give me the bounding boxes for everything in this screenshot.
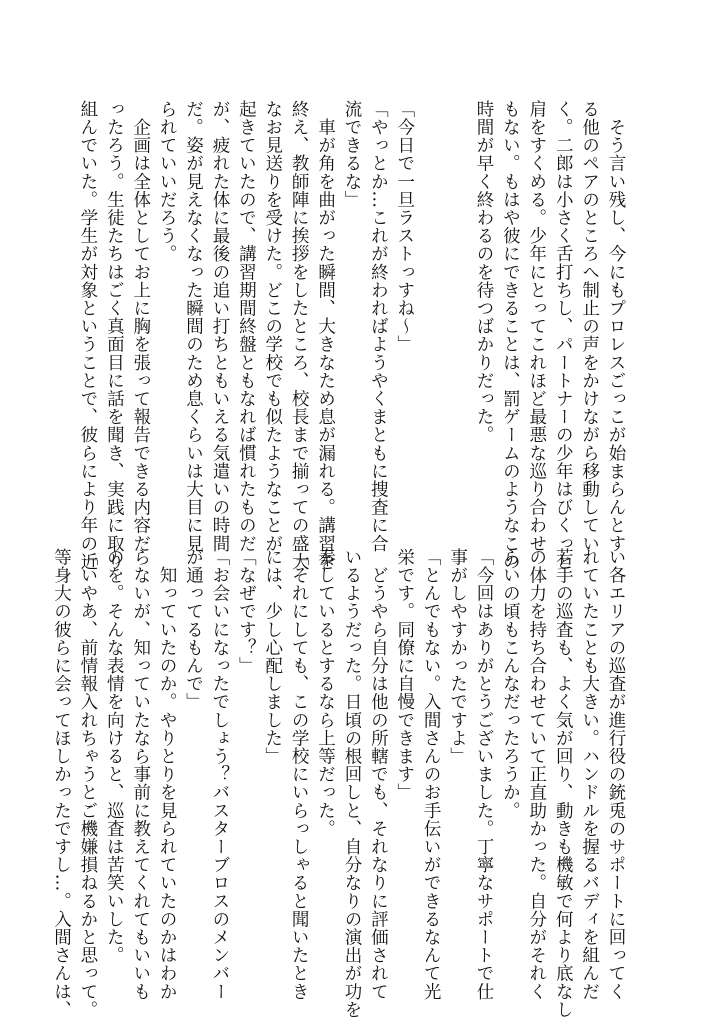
text-column: る他のペアのところへ制止の声をかけながら移動してい: [579, 100, 600, 553]
text-column: 起きていたので、講習期間終盤ともなれば慣れたものだ: [236, 100, 257, 553]
text-column: 栄です。同僚に自慢できます」: [394, 548, 415, 802]
text-column: には、少し心配しました」: [262, 548, 283, 766]
text-column: 時間が早く終わるのを待つばかりだった。: [473, 100, 494, 444]
text-column: 若手の巡査も、よく気が回り、動きも機敏で何より底なし: [553, 548, 574, 1019]
text-column: 「今日で一旦ラストっすね〜」: [394, 100, 415, 354]
text-column: 「とんでもない。入間さんのお手伝いができるなんて光: [421, 548, 442, 1001]
text-column: 車が角を曲がった瞬間、大きなため息が漏れる。講習を: [315, 100, 336, 571]
text-column: 奏しているとするなら上等だった。: [315, 548, 336, 838]
text-column: のを。そんな表情を向けると、巡査は苦笑いした。: [104, 548, 125, 965]
text-column: [444, 100, 470, 520]
text-column: れていたことも大きい。ハンドルを握るバディを組んだ: [579, 548, 600, 1001]
text-column: 「いやあ、前情報入れちゃうとご機嫌損ねるかと思って。: [77, 548, 98, 1019]
text-column: らいの頃もこんなだったろうか。: [500, 548, 521, 820]
text-column: く。二郎は小さく舌打ちし、パートナーの少年はびくっと: [553, 100, 574, 571]
text-column: 事がしやすかったですよ」: [447, 548, 468, 766]
text-column: 「なぜです？」: [236, 548, 257, 675]
text-column: 終え、教師陣に挨拶をしたところ、校長まで揃っての盛大: [289, 100, 310, 571]
upper-text-block: [77, 100, 629, 571]
text-column: 流できるな」: [341, 100, 362, 209]
text-column: なお見送りを受けた。どこの学校でも似たようなことが: [262, 100, 283, 553]
text-column: の体力を持ち合わせていて正直助かった。自分がそれく: [526, 548, 547, 1001]
text-column: られていいだろう。: [157, 100, 178, 263]
text-column: だ。姿が見えなくなった瞬間のため息くらいは大目に見: [183, 100, 204, 553]
lower-text-block: [51, 548, 629, 1019]
text-column: 肩をすくめる。少年にとってこれほど最悪な巡り合わせ: [526, 100, 547, 553]
text-column: 組んでいた。学生が対象ということで、彼らにより年の近: [77, 100, 98, 571]
text-column: いるようだった。日頃の根回しと、自分なりの演出が功を: [341, 548, 362, 1019]
text-column: が、疲れた体に最後の追い打ちともいえる気遣いの時間: [209, 100, 230, 553]
text-column: が通ってるもんで」: [183, 548, 204, 711]
text-column: 「お会いになったでしょう？バスターブロスのメンバー: [209, 548, 230, 1001]
text-column: 「やっとか…これが終わればようやくまともに捜査に合: [368, 100, 389, 553]
text-column: い各エリアの巡査が進行役の銃兎のサポートに回ってく: [606, 548, 626, 1001]
text-column: 「それにしても、この学校にいらっしゃると聞いたとき: [289, 548, 310, 1001]
text-column: らないが、知っていたなら事前に教えてくれてもいいも: [130, 548, 151, 1001]
text-column: ったろう。生徒たちはごく真面目に話を聞き、実践に取り: [104, 100, 125, 571]
text-column: もない。もはや彼にできることは、罰ゲームのようなこの: [500, 100, 521, 571]
text-column: 知っていたのか。やりとりを見られていたのかはわか: [157, 548, 178, 1001]
text-column: 「今回はありがとうございました。丁寧なサポートで仕: [473, 548, 494, 1001]
text-column: どうやら自分は他の所轄でも、それなりに評価されて: [368, 548, 389, 1001]
text-column: [418, 100, 444, 520]
text-column: そう言い残し、今にもプロレスごっこが始まらんとす: [606, 100, 626, 553]
text-column: 等身大の彼らに会ってほしかったですし…。入間さんは、: [51, 548, 72, 1019]
text-column: 企画は全体としてお上に胸を張って報告できる内容だ: [130, 100, 151, 553]
